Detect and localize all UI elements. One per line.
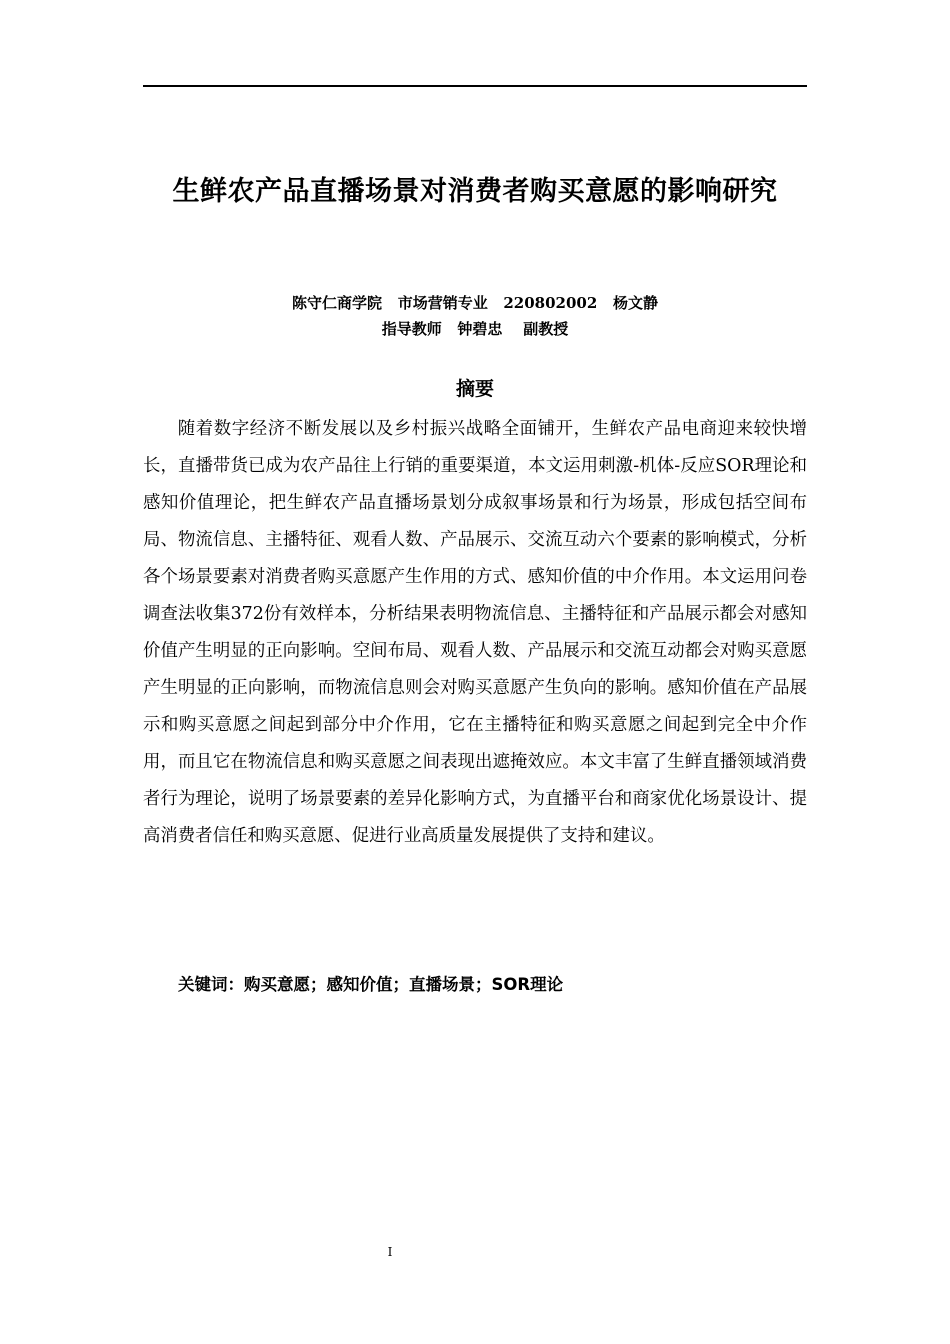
- abstract-body: 随着数字经济不断发展以及乡村振兴战略全面铺开，生鲜农产品电商迎来较快增长，直播带货已成为农产品往上行销的重要渠道，本文运用刺激-机体-反应SOR理论和感知价值理论，把生鲜农产品直播场景划分成叙事场景和行为场景，形成包括空间布局、物流信息、主播特征、观看人数、产品展示、交流互动六个要素的影响模式，分析各个场景要素对消费者购买意愿产生作用的方式、感知价值的中介作用。本文运用问卷调查法收集372份有效样本，分析结果表明物流信息、主播特征和产品展示都会对感知价值产生明显的正向影响。空间布局、观看人数、产品展示和交流互动都会对购买意愿产生明显的正向影响，而物流信息则会对购买意愿产生负向的影响。感知价值在产品展示和购买意愿之间起到部分中介作用，它在主播特征和购买意愿之间起到完全中介作用，而且它在物流信息和购买意愿之间表现出遮掩效应。本文丰富了生鲜直播领域消费者行为理论，说明了场景要素的差异化影响方式，为直播平台和商家优化场景设计、提高消费者信任和购买意愿、促进行业高质量发展提供了支持和建议。: [143, 419, 807, 846]
- header-rule: [143, 85, 807, 87]
- keywords: 关键词：购买意愿；感知价值；直播场景；SOR理论: [178, 975, 564, 994]
- advisor-info: 指导教师 钟碧忠 副教授: [381, 320, 569, 338]
- page-number: I: [387, 1245, 393, 1259]
- author-info: 陈守仁商学院 市场营销专业 220802002 杨文静: [292, 294, 658, 312]
- paper-title: 生鲜农产品直播场景对消费者购买意愿的影响研究: [172, 176, 778, 207]
- abstract-heading: 摘要: [455, 378, 494, 400]
